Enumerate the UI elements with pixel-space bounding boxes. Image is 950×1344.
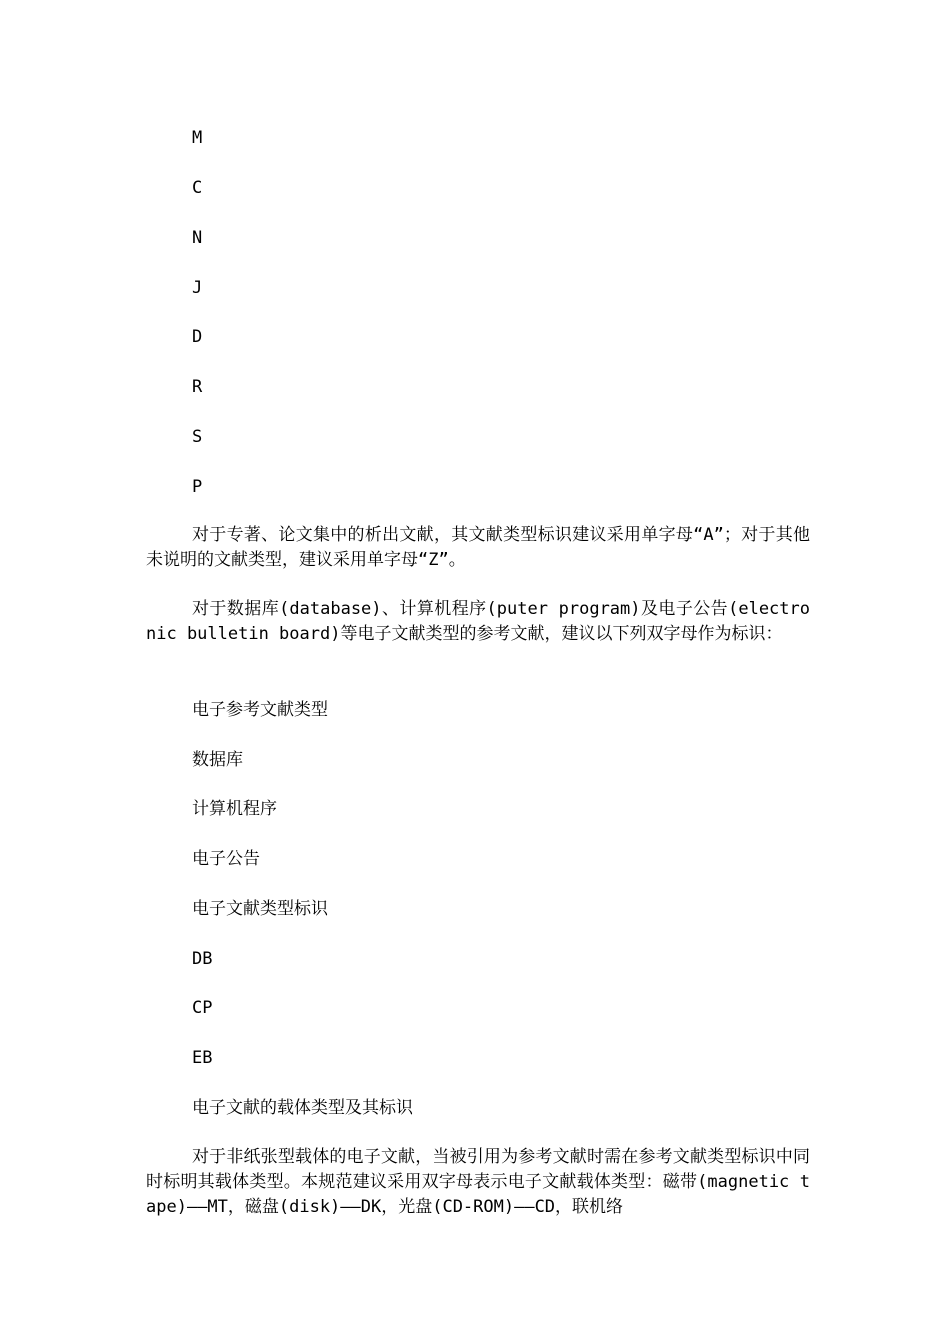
list-item: EB — [192, 1048, 213, 1068]
list-item: 电子公告 — [192, 849, 260, 869]
letter-code: C — [192, 178, 203, 198]
list-item: DB — [192, 949, 213, 969]
list-item: CP — [192, 998, 213, 1018]
letter-code: N — [192, 228, 203, 248]
section-heading: 电子文献的载体类型及其标识 — [192, 1098, 413, 1118]
letter-code: S — [192, 427, 203, 447]
list-item: 电子参考文献类型 — [192, 700, 328, 720]
letter-code: J — [192, 278, 203, 298]
letter-code: D — [192, 327, 203, 347]
paragraph-electronic-types: 对于数据库(database)、计算机程序(puter program)及电子公告(electronic bulletin board)等电子文献类型的参考文献，建议以下列双字母作为标识： — [146, 599, 810, 644]
letter-code: R — [192, 377, 203, 397]
list-item: 电子文献类型标识 — [192, 899, 328, 919]
paragraph-carrier-types: 对于非纸张型载体的电子文献，当被引用为参考文献时需在参考文献类型标识中同时标明其载体类型。本规范建议采用双字母表示电子文献载体类型：磁带(magnetic tape)——MT，磁盘(disk)——DK，光盘(CD-ROM)——CD，联机络 — [146, 1147, 810, 1217]
letter-code: P — [192, 477, 203, 497]
letter-code: M — [192, 128, 203, 148]
list-item: 数据库 — [192, 750, 243, 770]
paragraph-article-type: 对于专著、论文集中的析出文献，其文献类型标识建议采用单字母“A”；对于其他未说明的文献类型，建议采用单字母“Z”。 — [146, 525, 810, 570]
list-item: 计算机程序 — [192, 799, 277, 819]
